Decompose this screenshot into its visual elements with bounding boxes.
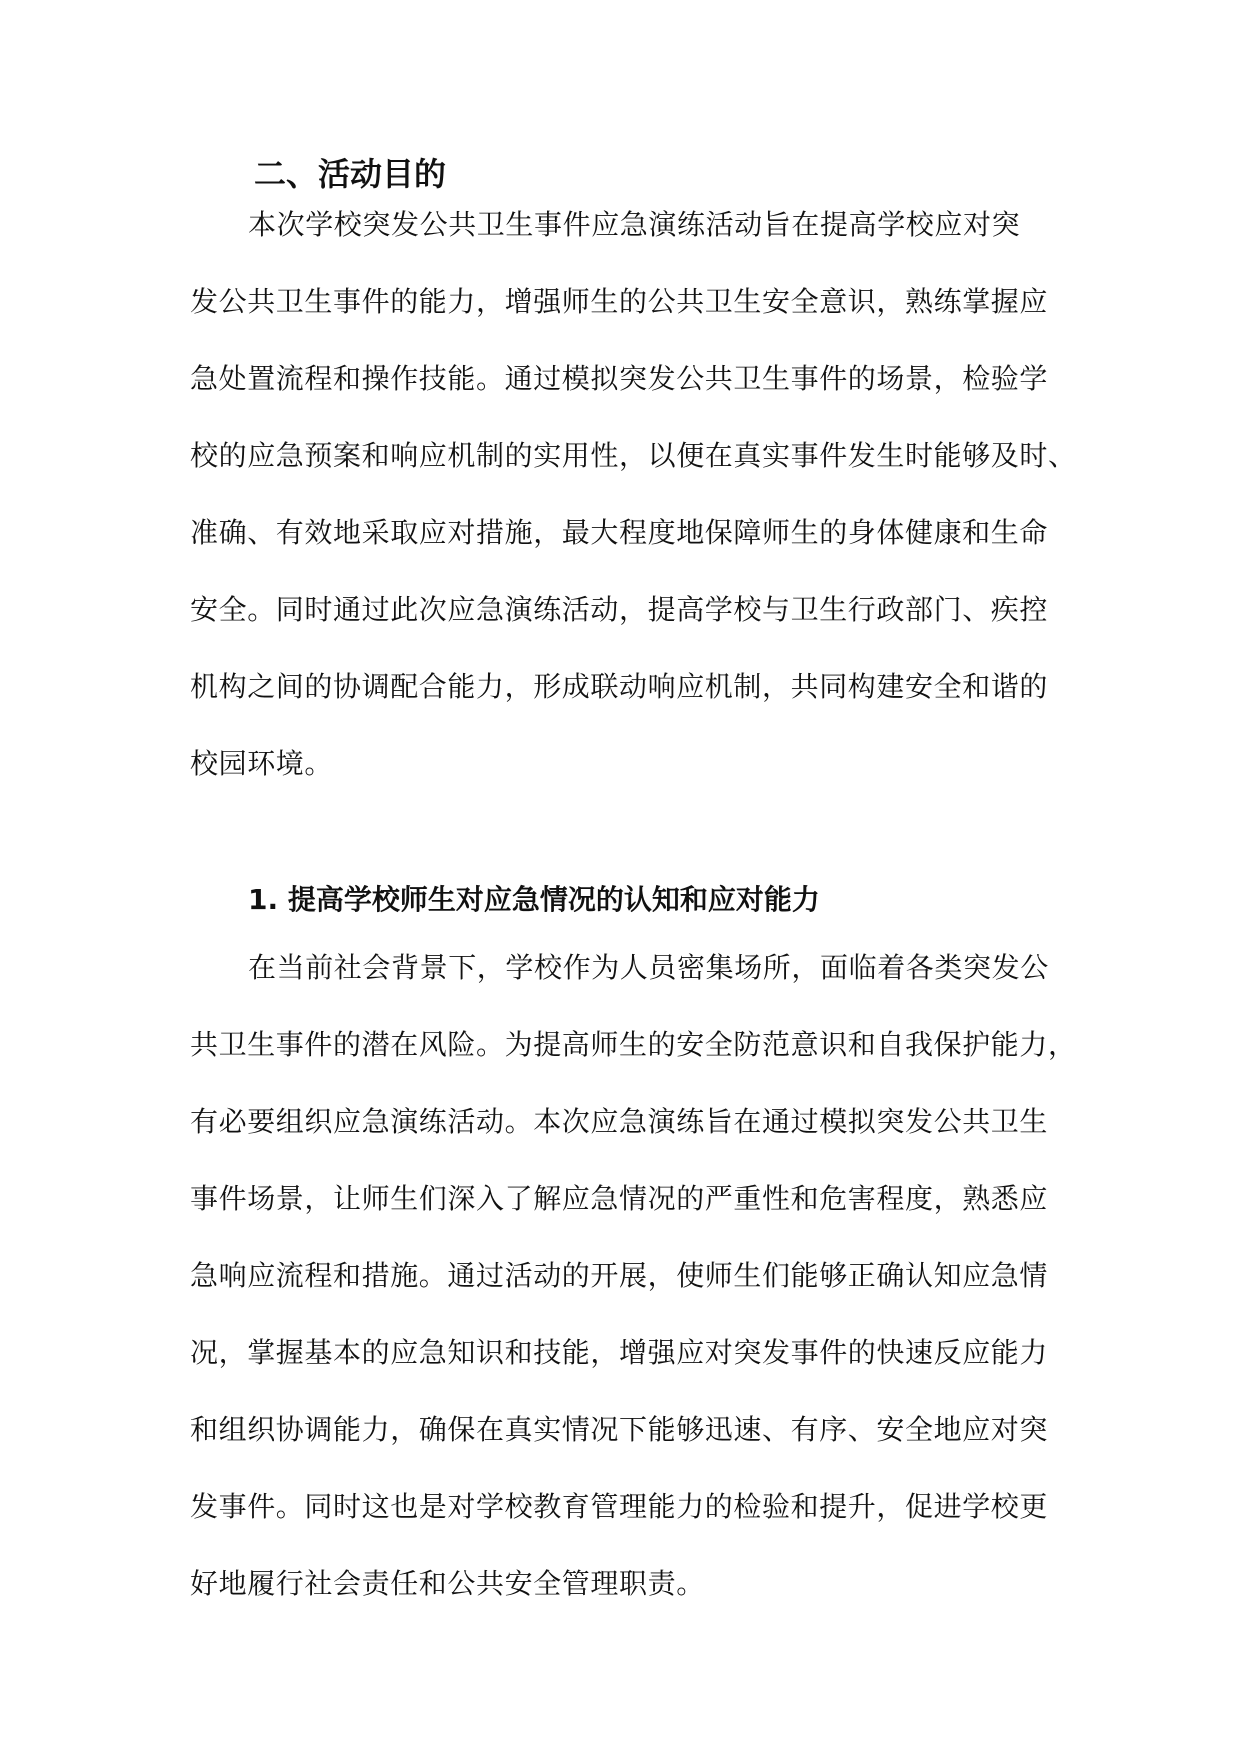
- paragraph-line: 急处置流程和操作技能。通过模拟突发公共卫生事件的场景，检验学: [190, 362, 1049, 395]
- paragraph-line: 发事件。同时这也是对学校教育管理能力的检验和提升，促进学校更: [190, 1490, 1049, 1523]
- paragraph-line: 好地履行社会责任和公共安全管理职责。: [190, 1567, 705, 1600]
- paragraph-line: 发公共卫生事件的能力，增强师生的公共卫生安全意识，熟练掌握应: [190, 285, 1049, 318]
- paragraph-line: 共卫生事件的潜在风险。为提高师生的安全防范意识和自我保护能力，: [190, 1028, 1077, 1061]
- paragraph-line: 有必要组织应急演练活动。本次应急演练旨在通过模拟突发公共卫生: [190, 1105, 1049, 1138]
- paragraph-line: 在当前社会背景下，学校作为人员密集场所，面临着各类突发公: [248, 951, 1049, 984]
- paragraph-line: 和组织协调能力，确保在真实情况下能够迅速、有序、安全地应对突: [190, 1413, 1049, 1446]
- paragraph-line: 校的应急预案和响应机制的实用性，以便在真实事件发生时能够及时、: [190, 439, 1077, 472]
- paragraph-line: 急响应流程和措施。通过活动的开展，使师生们能够正确认知应急情: [190, 1259, 1049, 1292]
- paragraph-line: 机构之间的协调配合能力，形成联动响应机制，共同构建安全和谐的: [190, 670, 1049, 703]
- paragraph-line: 准确、有效地采取应对措施，最大程度地保障师生的身体健康和生命: [190, 516, 1049, 549]
- paragraph-line: 安全。同时通过此次应急演练活动，提高学校与卫生行政部门、疾控: [190, 593, 1049, 626]
- paragraph-line: 本次学校突发公共卫生事件应急演练活动旨在提高学校应对突: [248, 208, 1021, 241]
- section-heading: 二、活动目的: [254, 155, 447, 193]
- paragraph-line: 校园环境。: [190, 747, 334, 780]
- paragraph-line: 况，掌握基本的应急知识和技能，增强应对突发事件的快速反应能力: [190, 1336, 1049, 1369]
- subsection-heading: 1. 提高学校师生对应急情况的认知和应对能力: [248, 883, 820, 916]
- paragraph-line: 事件场景，让师生们深入了解应急情况的严重性和危害程度，熟悉应: [190, 1182, 1049, 1215]
